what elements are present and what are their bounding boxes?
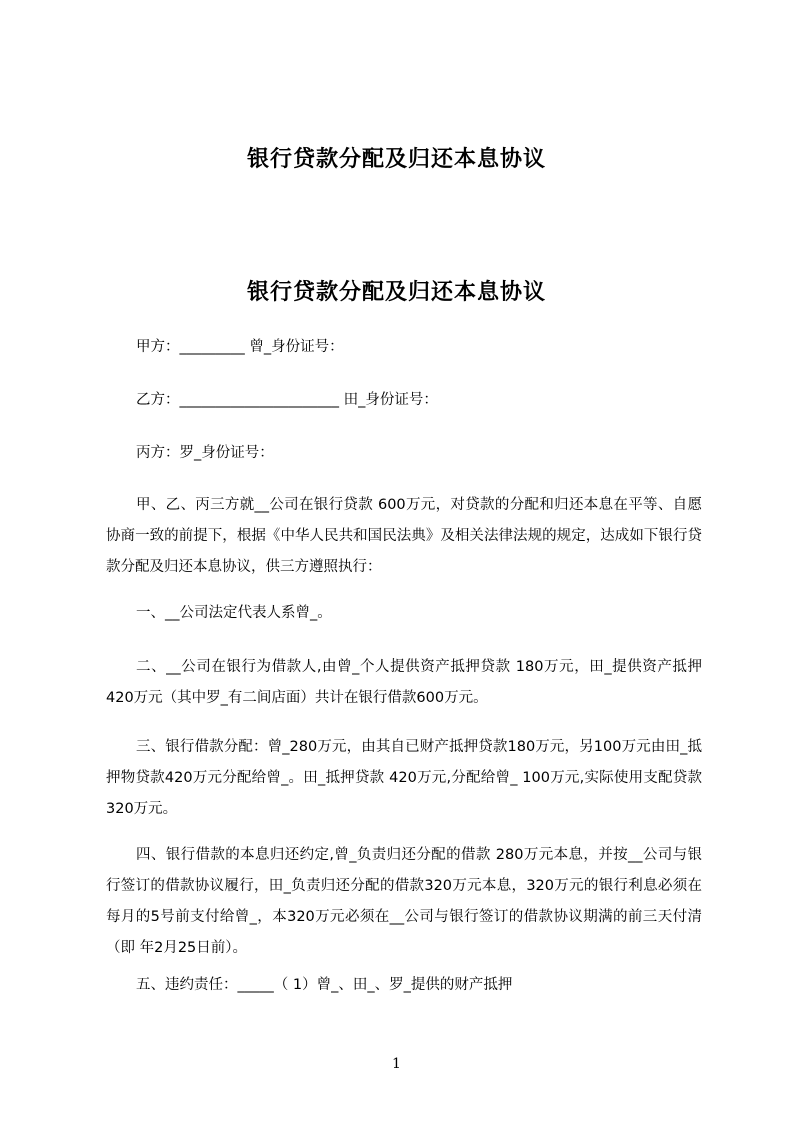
clause-4: 四、银行借款的本息归还约定,曾_负责归还分配的借款 280万元本息，并按__公司与银行签订的借款协议履行，田_负责归还分配的借款320万元本息，320万元的银行利息必须在每月的5号前支付给曾_，本320万元必须在__公司与银行签订的借款协议期满的前三天付清（即 年2月25日前）。 [106,847,702,956]
clause-3: 三、银行借款分配：曾_280万元，由其自已财产抵押贷款180万元，另100万元由田_抵押物贷款420万元分配给曾_。田_抵押贷款 420万元,分配给曾_ 100万元,实际使用支配贷款320万元。 [106,739,702,817]
preamble-paragraph: 甲、乙、丙三方就__公司在银行贷款 600万元，对贷款的分配和归还本息在平等、自愿协商一致的前提下，根据《中华人民共和国民法典》及相关法律法规的规定，达成如下银行贷款分配及归还本息协议，供三方遵照执行： [106,497,702,575]
clause-5: 五、违约责任：_____（ 1）曾_、田_、罗_提供的财产抵押 [136,977,513,993]
party-b-line: 乙方：______________________ 田_身份证号： [136,392,438,408]
clause-2: 二、__公司在银行为借款人,由曾_个人提供资产抵押贷款 180万元，田_提供资产抵押420万元（其中罗_有二间店面）共计在银行借款600万元。 [106,659,702,706]
document-title: 银行贷款分配及归还本息协议 [246,280,546,305]
page-number: 1 [392,1056,401,1072]
party-a-line: 甲方：_________ 曾_身份证号： [136,339,344,355]
party-c-line: 丙方：罗_身份证号： [136,445,274,461]
header-title: 银行贷款分配及归还本息协议 [246,147,546,172]
clause-1: 一、__公司法定代表人系曾_。 [136,605,332,621]
